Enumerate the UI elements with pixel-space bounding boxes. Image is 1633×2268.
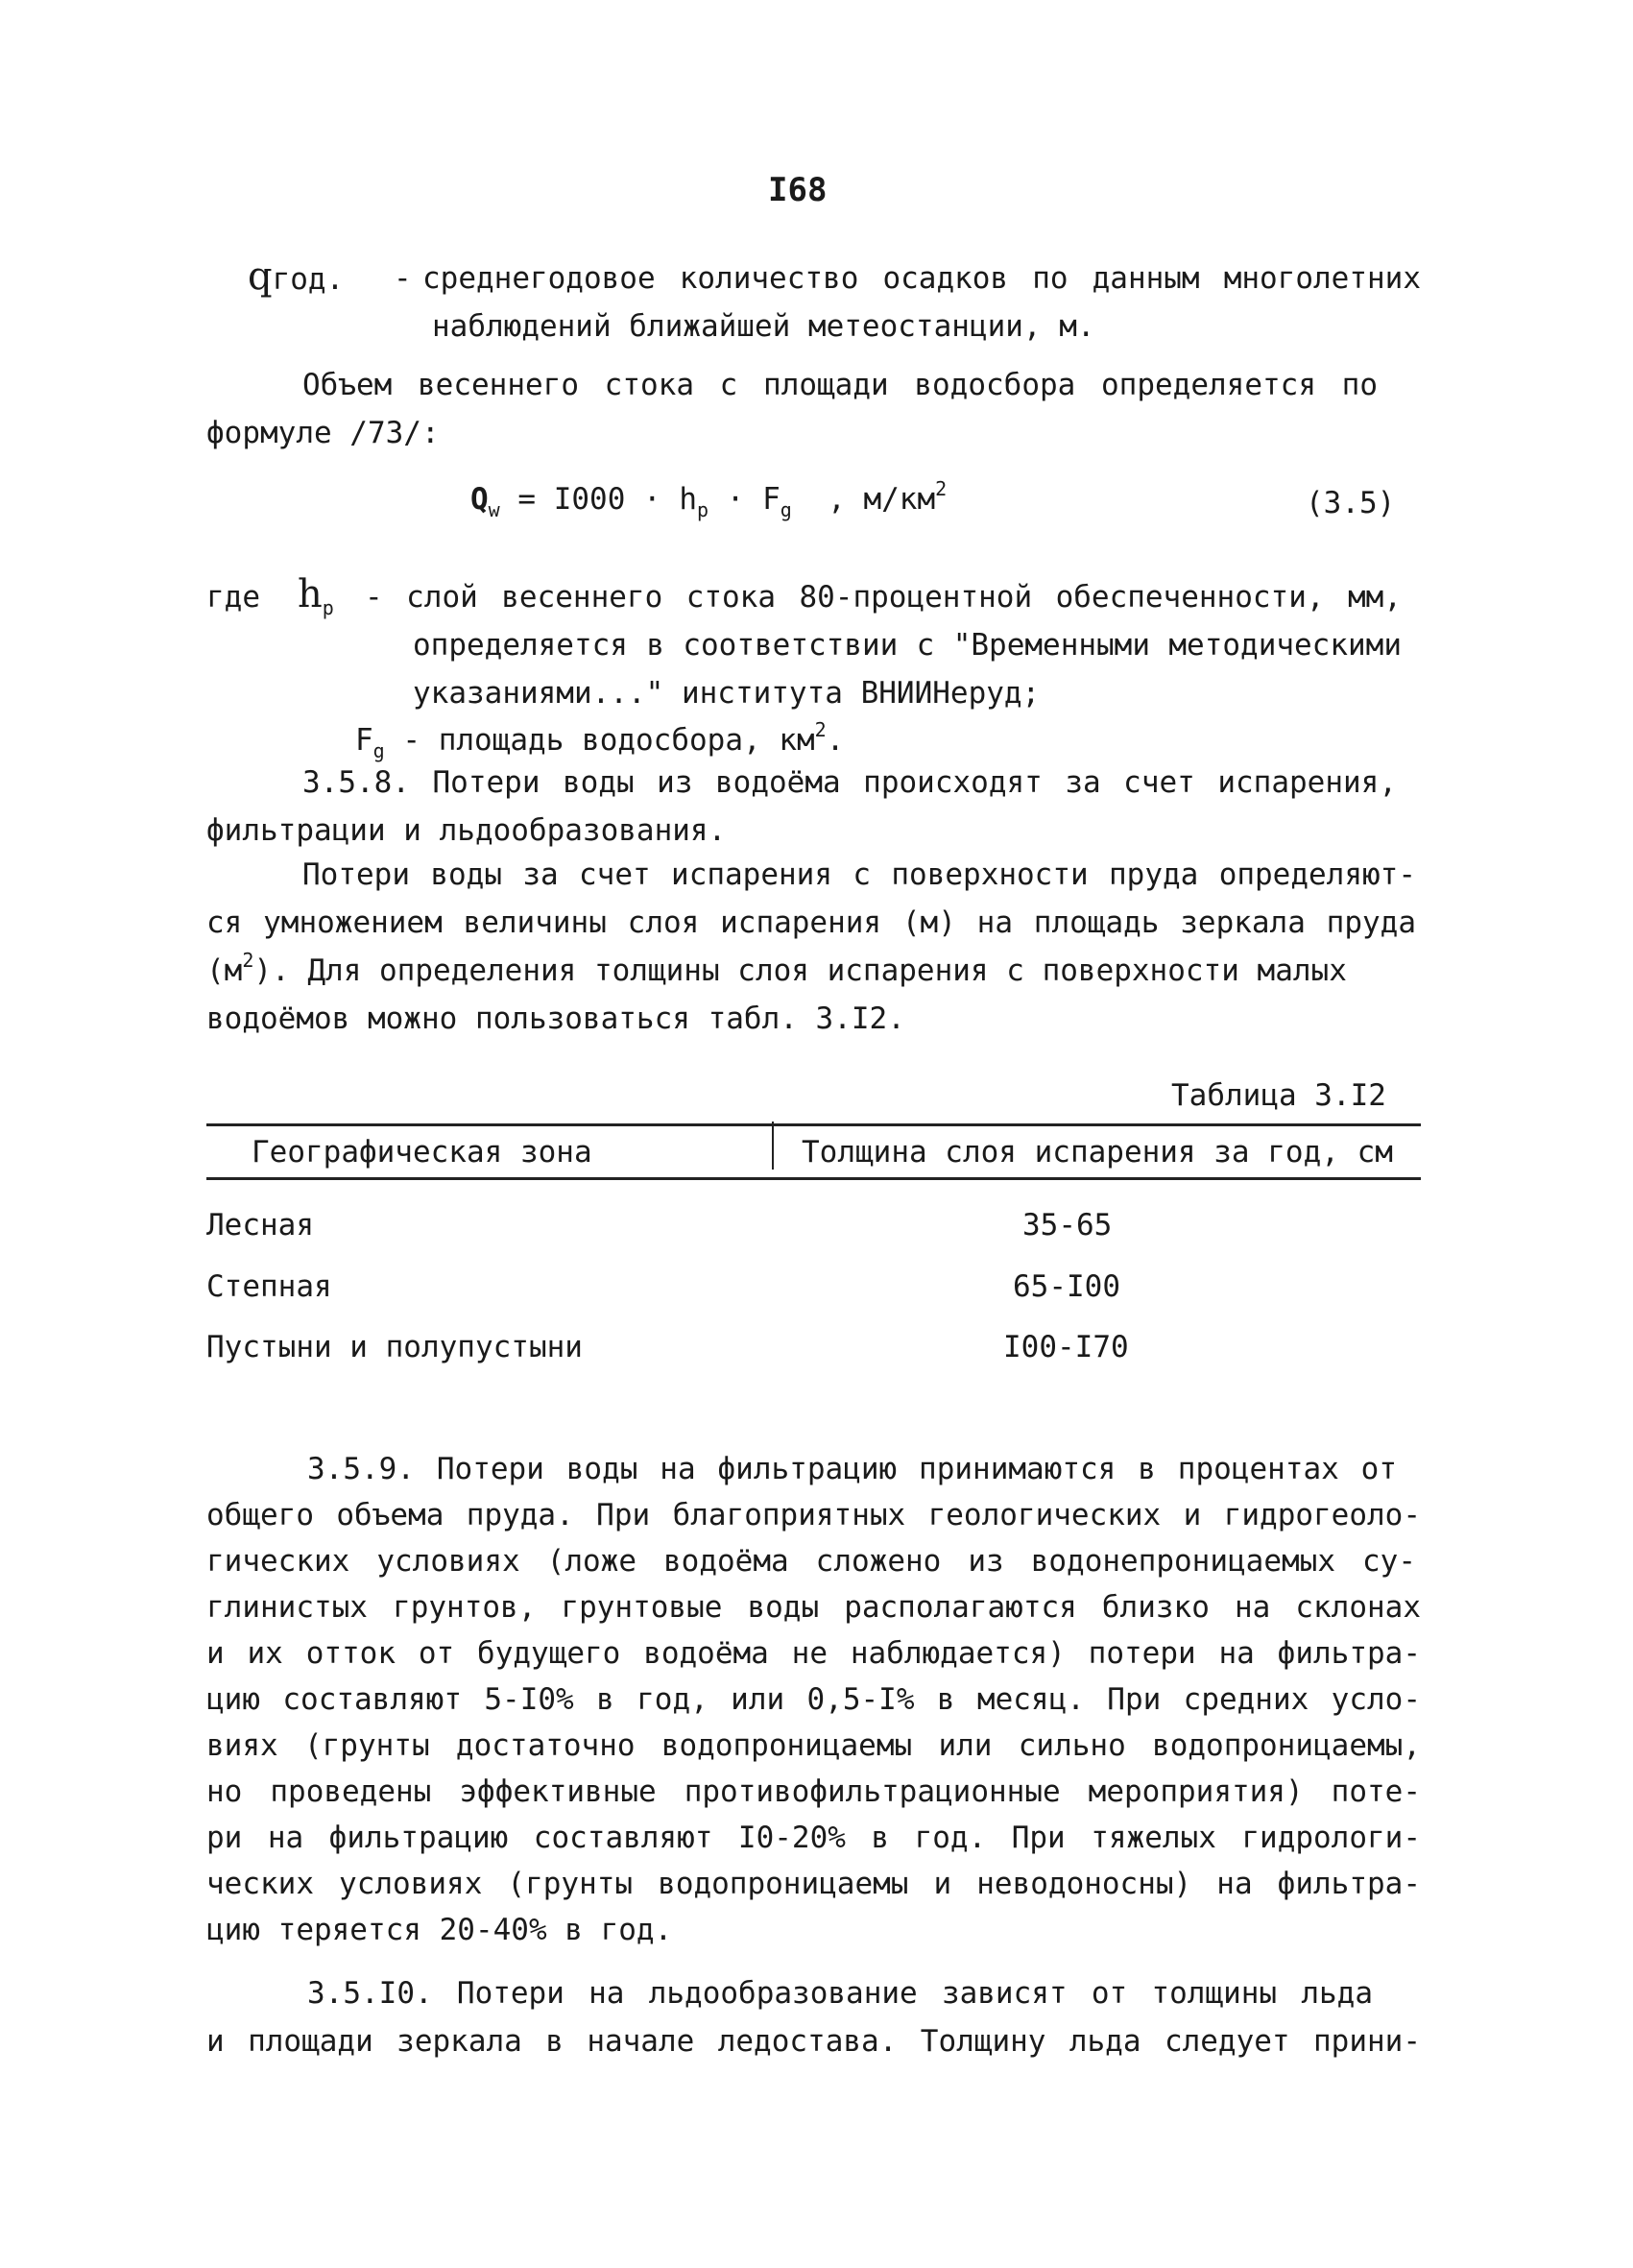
s359-line-5-text: и их отток от будущего водоёма не наблюдается) потери на фильтра- bbox=[206, 1636, 1421, 1671]
s359-line-1-text: 3.5.9. Потери воды на фильтрацию принимаются в процентах от bbox=[307, 1452, 1397, 1486]
s359-line-7 bbox=[206, 1728, 1421, 1763]
s358-line-2: фильтрации и льдообразования. bbox=[206, 813, 727, 848]
fg-text: - площадь водосбора, км bbox=[402, 723, 815, 758]
table-header-zone: Географическая зона bbox=[252, 1135, 592, 1170]
s358-line-1 bbox=[302, 765, 1397, 800]
table-header-divider bbox=[772, 1122, 774, 1170]
fg-definition bbox=[355, 718, 845, 762]
evap-line-3-post: ). Для определения толщины слоя испарения с поверхности малых bbox=[253, 953, 1347, 988]
evap-line-3 bbox=[206, 949, 1347, 988]
s359-line-3-text: гических условиях (ложе водоёма сложено из водонепроницаемых су- bbox=[206, 1544, 1416, 1579]
table-row-3-value: I00-I70 bbox=[1003, 1330, 1129, 1364]
hp-line-2-text: определяется в соответствии с "Временными методическими bbox=[413, 628, 1402, 663]
intro-line-1-text: Объем весеннего стока с площади водосбора определяется по bbox=[302, 368, 1378, 402]
evap-line-4: водоёмов можно пользоваться табл. 3.I2. bbox=[206, 1001, 905, 1036]
s358-line-1-text: 3.5.8. Потери воды из водоёма происходят за счет испарения, bbox=[302, 765, 1397, 800]
fg-letter: F bbox=[355, 723, 373, 758]
hp-symbol bbox=[298, 572, 334, 619]
evap-line-1-text: Потери воды за счет испарения с поверхности пруда определяют- bbox=[302, 857, 1416, 892]
evap-line-2-text: ся умножением величины слоя испарения (м) на площадь зеркала пруда bbox=[206, 905, 1416, 940]
hp-letter: h bbox=[298, 572, 323, 616]
s359-line-3 bbox=[206, 1544, 1416, 1579]
s359-line-2 bbox=[206, 1498, 1421, 1532]
qgod-symbol bbox=[248, 254, 344, 299]
table-header-rule bbox=[206, 1177, 1421, 1180]
evap-line-3-pre: (м bbox=[206, 953, 243, 988]
intro-line-2: формуле /73/: bbox=[206, 416, 440, 450]
s3510-line-2-text: и площади зеркала в начале ледостава. Толщину льда следует прини- bbox=[206, 2024, 1421, 2059]
fg-sup: 2 bbox=[814, 718, 827, 741]
table-row-3-zone: Пустыни и полупустыни bbox=[206, 1330, 583, 1364]
s359-line-7-text: виях (грунты достаточно водопроницаемы или сильно водопроницаемы, bbox=[206, 1728, 1421, 1763]
formula-lhs: Q bbox=[470, 482, 489, 517]
qgod-dash: - bbox=[394, 261, 412, 296]
s359-line-8 bbox=[206, 1774, 1421, 1809]
table-header-evaporation: Толщина слоя испарения за год, см bbox=[802, 1135, 1393, 1170]
s359-line-8-text: но проведены эффективные противофильтрационные мероприятия) поте- bbox=[206, 1774, 1421, 1809]
fg-end: . bbox=[826, 723, 845, 758]
s3510-line-1-text: 3.5.I0. Потери на льдообразование зависят от толщины льда bbox=[307, 1976, 1373, 2011]
where-word: где bbox=[206, 580, 260, 615]
table-row-2-zone: Степная bbox=[206, 1269, 332, 1304]
s359-line-9 bbox=[206, 1821, 1421, 1855]
s359-line-6-text: цию составляют 5-I0% в год, или 0,5-I% в месяц. При средних усло- bbox=[206, 1682, 1421, 1717]
s359-line-1 bbox=[307, 1452, 1397, 1486]
s359-line-4-text: глинистых грунтов, грунтовые воды располагаются близко на склонах bbox=[206, 1590, 1421, 1625]
s359-line-2-text: общего объема пруда. При благоприятных геологических и гидрогеоло- bbox=[206, 1498, 1421, 1532]
hp-line-3: указаниями..." института ВНИИНеруд; bbox=[413, 676, 1041, 711]
hp-line-1-text: - слой весеннего стока 80-процентной обеспеченности, мм, bbox=[365, 580, 1402, 615]
formula-lhs-sub: w bbox=[488, 498, 500, 521]
s359-line-6 bbox=[206, 1682, 1421, 1717]
formula-h-sub: p bbox=[697, 498, 709, 521]
table-row-1-value: 35-65 bbox=[1022, 1208, 1113, 1243]
s359-line-11: цию теряется 20-40% в год. bbox=[206, 1913, 673, 1947]
table-row-1-zone: Лесная bbox=[206, 1208, 314, 1243]
hp-subscript: p bbox=[322, 596, 334, 619]
formula-body: = I000 · h bbox=[517, 482, 698, 517]
s359-line-4 bbox=[206, 1590, 1421, 1625]
qgod-line-1 bbox=[422, 261, 1421, 296]
evap-line-2 bbox=[206, 905, 1416, 940]
qgod-subscript: год. bbox=[272, 262, 345, 297]
evap-line-1 bbox=[302, 857, 1416, 892]
formula-unit-sup: 2 bbox=[935, 477, 948, 500]
hp-line-2 bbox=[413, 628, 1402, 663]
s3510-line-1 bbox=[307, 1976, 1373, 2011]
formula-number: (3.5) bbox=[1306, 486, 1396, 520]
q-letter: q bbox=[248, 254, 273, 299]
qgod-line-1-text: среднегодовое количество осадков по данным многолетних bbox=[422, 261, 1421, 296]
s359-line-10 bbox=[206, 1867, 1421, 1901]
formula-unit: , м/км bbox=[828, 482, 936, 517]
evap-line-3-sup: 2 bbox=[242, 949, 254, 972]
page-number: I68 bbox=[768, 171, 828, 209]
table-row-2-value: 65-I00 bbox=[1013, 1269, 1120, 1304]
formula-mid: · F bbox=[726, 482, 780, 517]
hp-line-1 bbox=[365, 580, 1402, 615]
fg-subscript: g bbox=[372, 739, 385, 762]
formula bbox=[470, 477, 948, 521]
s359-line-9-text: ри на фильтрацию составляют I0-20% в год. При тяжелых гидрологи- bbox=[206, 1821, 1421, 1855]
table-top-rule bbox=[206, 1123, 1421, 1126]
s359-line-5 bbox=[206, 1636, 1421, 1671]
table-caption: Таблица 3.I2 bbox=[1171, 1078, 1386, 1113]
formula-f-sub: g bbox=[780, 498, 792, 521]
s3510-line-2 bbox=[206, 2024, 1421, 2059]
intro-line-1 bbox=[302, 368, 1378, 402]
s359-line-10-text: ческих условиях (грунты водопроницаемы и неводоносны) на фильтра- bbox=[206, 1867, 1421, 1901]
qgod-line-2: наблюдений ближайшей метеостанции, м. bbox=[432, 309, 1095, 344]
